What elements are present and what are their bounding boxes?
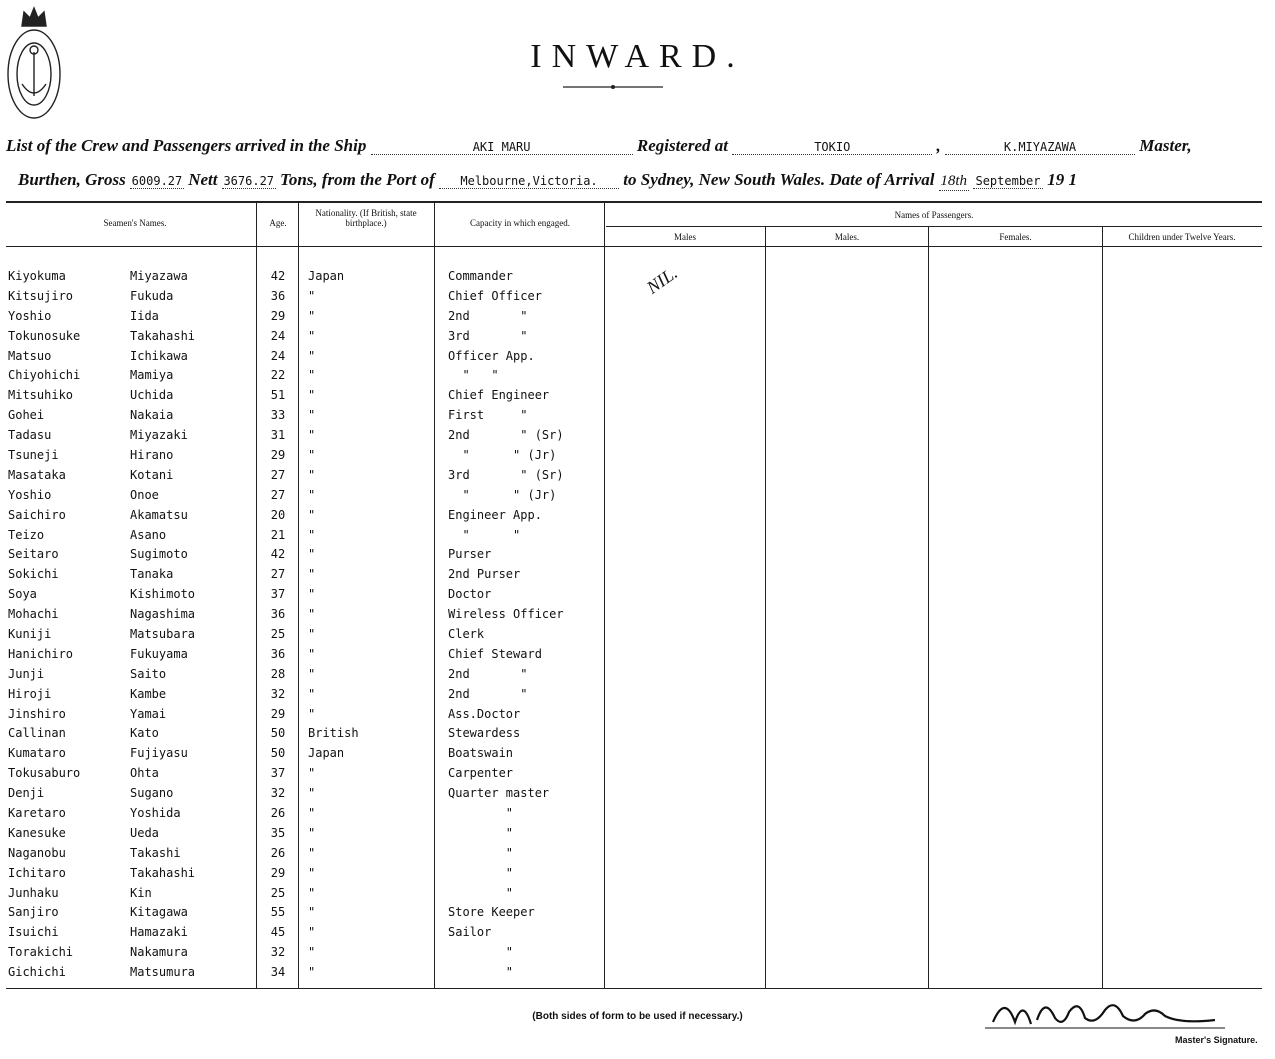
seaman-nationality: " — [308, 308, 316, 323]
crew-row — [8, 922, 618, 942]
seaman-surname: Fujiyasu — [130, 746, 188, 761]
tons-label: Tons, from the Port of — [280, 170, 435, 189]
seaman-nationality: " — [308, 825, 316, 840]
seaman-nationality: " — [308, 786, 316, 801]
seaman-surname: Ichikawa — [130, 348, 188, 363]
seaman-first-name: Naganobu — [8, 845, 66, 860]
seaman-age: 24 — [270, 328, 286, 343]
seaman-capacity: " — [448, 885, 514, 900]
seaman-surname: Ueda — [130, 825, 159, 840]
seaman-capacity: " — [448, 945, 514, 960]
crew-row — [8, 743, 618, 763]
seaman-first-name: Torakichi — [8, 945, 74, 960]
crew-row — [8, 465, 618, 485]
seaman-age: 26 — [270, 805, 286, 820]
seaman-age: 27 — [270, 567, 286, 582]
seaman-age: 34 — [270, 965, 286, 980]
seaman-nationality: " — [308, 706, 316, 721]
seaman-surname: Nakaia — [130, 408, 174, 423]
seaman-capacity: Quarter master — [448, 786, 550, 801]
seaman-age: 27 — [270, 467, 286, 482]
seaman-age: 36 — [270, 288, 286, 303]
crew-row — [8, 704, 618, 724]
col-divider-males2 — [765, 226, 766, 988]
seaman-surname: Kitagawa — [130, 905, 188, 920]
crew-row — [8, 723, 618, 743]
seaman-surname: Takashi — [130, 845, 181, 860]
seaman-nationality: Japan — [308, 746, 345, 761]
header-children: Children under Twelve Years. — [1128, 232, 1236, 242]
seaman-nationality: " — [308, 507, 316, 522]
crew-row — [8, 903, 618, 923]
seaman-first-name: Gohei — [8, 408, 45, 423]
seaman-first-name: Teizo — [8, 527, 45, 542]
col-divider-females — [928, 226, 929, 988]
seaman-nationality: Japan — [308, 268, 345, 283]
seaman-surname: Takahashi — [130, 328, 196, 343]
crew-row — [8, 783, 618, 803]
seaman-capacity: " — [448, 965, 514, 980]
seaman-age: 29 — [270, 865, 286, 880]
master-signature — [985, 992, 1235, 1032]
seaman-first-name: Tokusaburo — [8, 766, 81, 781]
crew-row — [8, 564, 618, 584]
seaman-nationality: " — [308, 766, 316, 781]
crew-row — [8, 763, 618, 783]
seaman-first-name: Kuniji — [8, 626, 52, 641]
header-seamen-names: Seamen's Names. — [103, 218, 167, 228]
date-label: Date of Arrival — [829, 170, 935, 189]
seaman-first-name: Isuichi — [8, 925, 59, 940]
seaman-nationality: " — [308, 408, 316, 423]
master-name: K.MIYAZAWA — [945, 140, 1135, 155]
seaman-nationality: " — [308, 885, 316, 900]
crew-row — [8, 505, 618, 525]
seaman-capacity: Chief Officer — [448, 288, 542, 303]
crew-row — [8, 604, 618, 624]
form-title: INWARD. — [530, 38, 745, 75]
seaman-capacity: Clerk — [448, 626, 485, 641]
seaman-surname: Fukuda — [130, 288, 174, 303]
seaman-first-name: Kanesuke — [8, 825, 66, 840]
crew-row — [8, 346, 618, 366]
crew-row — [8, 843, 618, 863]
seaman-nationality: " — [308, 447, 316, 462]
header-passengers: Names of Passengers. — [894, 210, 974, 220]
seaman-first-name: Yoshio — [8, 308, 52, 323]
seaman-age: 37 — [270, 587, 286, 602]
seaman-capacity: Sailor — [448, 925, 492, 940]
ship-name: AKI MARU — [371, 140, 633, 155]
seaman-age: 28 — [270, 666, 286, 681]
crew-row — [8, 942, 618, 962]
seaman-capacity: " " — [448, 527, 521, 542]
registered-label: Registered at — [636, 136, 728, 155]
crew-row — [8, 286, 618, 306]
seaman-age: 21 — [270, 527, 286, 542]
seaman-age: 32 — [270, 786, 286, 801]
crew-row — [8, 544, 618, 564]
seaman-capacity: 3rd " — [448, 328, 528, 343]
seaman-first-name: Ichitaro — [8, 865, 66, 880]
seaman-age: 37 — [270, 766, 286, 781]
seaman-capacity: Engineer App. — [448, 507, 542, 522]
registered-port: TOKIO — [732, 140, 932, 155]
crew-row — [8, 803, 618, 823]
seaman-capacity: " — [448, 865, 514, 880]
seaman-surname: Sugimoto — [130, 547, 188, 562]
crew-row — [8, 266, 618, 286]
seaman-surname: Saito — [130, 666, 167, 681]
seaman-capacity: Store Keeper — [448, 905, 535, 920]
crew-row — [8, 445, 618, 465]
table-top-rule — [6, 201, 1262, 203]
seaman-nationality: " — [308, 686, 316, 701]
seaman-age: 42 — [270, 547, 286, 562]
header-capacity: Capacity in which engaged. — [470, 218, 570, 228]
seaman-surname: Sugano — [130, 786, 174, 801]
seaman-surname: Miyazaki — [130, 428, 188, 443]
seaman-nationality: " — [308, 348, 316, 363]
seaman-age: 50 — [270, 726, 286, 741]
seaman-surname: Ohta — [130, 766, 159, 781]
crew-row — [8, 823, 618, 843]
seaman-capacity: 2nd " (Sr) — [448, 428, 564, 443]
seaman-capacity: Chief Steward — [448, 646, 542, 661]
seaman-first-name: Hanichiro — [8, 646, 74, 661]
seaman-first-name: Tokunosuke — [8, 328, 81, 343]
seaman-capacity: " " (Jr) — [448, 447, 557, 462]
seaman-capacity: First " — [448, 408, 528, 423]
seaman-age: 29 — [270, 447, 286, 462]
crew-row — [8, 883, 618, 903]
crew-row — [8, 485, 618, 505]
seaman-capacity: " " — [448, 368, 499, 383]
seaman-age: 35 — [270, 825, 286, 840]
seaman-nationality: " — [308, 388, 316, 403]
crew-row — [8, 962, 618, 982]
seaman-nationality: " — [308, 925, 316, 940]
seaman-capacity: " — [448, 825, 514, 840]
header-females: Females. — [999, 232, 1032, 242]
crew-row — [8, 525, 618, 545]
crew-row — [8, 664, 618, 684]
seaman-age: 51 — [270, 388, 286, 403]
seaman-age: 25 — [270, 626, 286, 641]
seaman-first-name: Junji — [8, 666, 45, 681]
seaman-first-name: Junhaku — [8, 885, 59, 900]
crew-row — [8, 405, 618, 425]
ship-label: List of the Crew and Passengers arrived in the Ship — [6, 136, 367, 155]
header-nationality: Nationality. (If British, state birthplace.) — [315, 208, 417, 228]
seaman-capacity: Purser — [448, 547, 492, 562]
crew-row — [8, 624, 618, 644]
crew-row — [8, 684, 618, 704]
seaman-capacity: " — [448, 845, 514, 860]
seaman-surname: Mamiya — [130, 368, 174, 383]
seaman-age: 29 — [270, 706, 286, 721]
seaman-first-name: Sanjiro — [8, 905, 59, 920]
from-port: Melbourne,Victoria. — [439, 174, 619, 189]
seaman-first-name: Mohachi — [8, 607, 59, 622]
seaman-age: 31 — [270, 428, 286, 443]
seaman-capacity: 2nd " — [448, 686, 528, 701]
seaman-capacity: " " (Jr) — [448, 487, 557, 502]
arrival-year: 19 1 — [1047, 170, 1077, 189]
seaman-age: 42 — [270, 268, 286, 283]
seaman-age: 27 — [270, 487, 286, 502]
seaman-nationality: " — [308, 587, 316, 602]
arrival-day: 18th — [940, 173, 968, 189]
seaman-surname: Onoe — [130, 487, 159, 502]
seaman-first-name: Saichiro — [8, 507, 66, 522]
seaman-surname: Hirano — [130, 447, 174, 462]
seaman-first-name: Tadasu — [8, 428, 52, 443]
seaman-age: 55 — [270, 905, 286, 920]
table-bottom-rule — [6, 988, 1262, 989]
seaman-capacity: Doctor — [448, 587, 492, 602]
seaman-first-name: Chiyohichi — [8, 368, 81, 383]
seaman-age: 29 — [270, 308, 286, 323]
seaman-age: 36 — [270, 646, 286, 661]
crew-row — [8, 306, 618, 326]
seaman-first-name: Hiroji — [8, 686, 52, 701]
seaman-first-name: Tsuneji — [8, 447, 59, 462]
seaman-capacity: Wireless Officer — [448, 607, 564, 622]
seaman-nationality: " — [308, 905, 316, 920]
seaman-nationality: " — [308, 288, 316, 303]
seaman-age: 20 — [270, 507, 286, 522]
crew-row — [8, 326, 618, 346]
seaman-first-name: Kiyokuma — [8, 268, 66, 283]
nil-passengers-mark: NIL. — [642, 262, 682, 298]
seaman-first-name: Masataka — [8, 467, 66, 482]
seaman-age: 24 — [270, 348, 286, 363]
seaman-age: 36 — [270, 607, 286, 622]
seaman-capacity: Commander — [448, 268, 514, 283]
seaman-first-name: Karetaro — [8, 805, 66, 820]
seaman-surname: Kishimoto — [130, 587, 196, 602]
header-males-1: Males — [674, 232, 696, 242]
seaman-nationality: " — [308, 845, 316, 860]
footer-note: (Both sides of form to be used if necessary.) — [532, 1011, 743, 1022]
seaman-capacity: 2nd " — [448, 308, 528, 323]
seaman-nationality: British — [308, 726, 359, 741]
crew-row — [8, 584, 618, 604]
seaman-first-name: Soya — [8, 587, 37, 602]
seaman-capacity: Chief Engineer — [448, 388, 550, 403]
seaman-capacity: 2nd Purser — [448, 567, 521, 582]
seaman-nationality: " — [308, 945, 316, 960]
seaman-nationality: " — [308, 666, 316, 681]
title-ornament-rule — [563, 84, 663, 90]
seaman-nationality: " — [308, 368, 316, 383]
seaman-age: 33 — [270, 408, 286, 423]
seaman-age: 32 — [270, 686, 286, 701]
seaman-age: 26 — [270, 845, 286, 860]
seaman-surname: Fukuyama — [130, 646, 188, 661]
seaman-surname: Nakamura — [130, 945, 188, 960]
seaman-nationality: " — [308, 567, 316, 582]
seaman-age: 45 — [270, 925, 286, 940]
to-label: to Sydney, New South Wales. — [623, 170, 826, 189]
crew-table — [8, 266, 618, 982]
passenger-subheader-rule — [606, 226, 1262, 227]
header-males-2: Males. — [834, 232, 860, 242]
seaman-nationality: " — [308, 467, 316, 482]
seaman-nationality: " — [308, 328, 316, 343]
crew-row — [8, 385, 618, 405]
seaman-capacity: 2nd " — [448, 666, 528, 681]
seaman-first-name: Seitaro — [8, 547, 59, 562]
seaman-capacity: Ass.Doctor — [448, 706, 521, 721]
seaman-first-name: Sokichi — [8, 567, 59, 582]
seaman-capacity: Officer App. — [448, 348, 535, 363]
seaman-surname: Kotani — [130, 467, 174, 482]
col-divider-children — [1102, 226, 1103, 988]
seaman-first-name: Kitsujiro — [8, 288, 74, 303]
seaman-first-name: Kumataro — [8, 746, 66, 761]
seaman-nationality: " — [308, 547, 316, 562]
seaman-age: 32 — [270, 945, 286, 960]
seaman-surname: Matsubara — [130, 626, 196, 641]
seaman-first-name: Yoshio — [8, 487, 52, 502]
seaman-surname: Akamatsu — [130, 507, 188, 522]
master-label: Master, — [1139, 136, 1192, 155]
seaman-surname: Uchida — [130, 388, 174, 403]
seaman-surname: Iida — [130, 308, 159, 323]
seaman-nationality: " — [308, 487, 316, 502]
seaman-capacity: Stewardess — [448, 726, 521, 741]
seaman-nationality: " — [308, 646, 316, 661]
crew-row — [8, 644, 618, 664]
header-age: Age. — [269, 218, 287, 228]
arrival-month: September — [973, 174, 1043, 189]
nett-label: Nett — [188, 170, 218, 189]
form-line-ship — [6, 136, 1192, 156]
seaman-surname: Matsumura — [130, 965, 196, 980]
seaman-nationality: " — [308, 607, 316, 622]
seaman-nationality: " — [308, 865, 316, 880]
seaman-age: 50 — [270, 746, 286, 761]
seaman-capacity: Boatswain — [448, 746, 514, 761]
seaman-first-name: Gichichi — [8, 965, 66, 980]
seaman-age: 25 — [270, 885, 286, 900]
seaman-first-name: Callinan — [8, 726, 66, 741]
seaman-nationality: " — [308, 428, 316, 443]
seaman-nationality: " — [308, 805, 316, 820]
header-bottom-rule — [6, 246, 1262, 247]
seaman-capacity: " — [448, 805, 514, 820]
seaman-age: 22 — [270, 368, 286, 383]
seaman-capacity: Carpenter — [448, 766, 514, 781]
seaman-first-name: Jinshiro — [8, 706, 66, 721]
seaman-surname: Hamazaki — [130, 925, 188, 940]
nett-tons: 3676.27 — [223, 174, 275, 188]
crew-row — [8, 425, 618, 445]
seaman-surname: Yoshida — [130, 805, 181, 820]
seaman-surname: Kato — [130, 726, 159, 741]
seaman-surname: Kin — [130, 885, 152, 900]
seaman-first-name: Denji — [8, 786, 45, 801]
gross-tons: 6009.27 — [131, 174, 183, 188]
seaman-surname: Miyazawa — [130, 268, 188, 283]
seaman-surname: Nagashima — [130, 607, 196, 622]
signature-label: Master's Signature. — [1175, 1035, 1258, 1045]
seaman-first-name: Mitsuhiko — [8, 388, 74, 403]
seaman-surname: Yamai — [130, 706, 167, 721]
crew-row — [8, 863, 618, 883]
seaman-surname: Tanaka — [130, 567, 174, 582]
seaman-surname: Takahashi — [130, 865, 196, 880]
seaman-nationality: " — [308, 527, 316, 542]
burthen-label: Burthen, Gross — [18, 170, 126, 189]
form-line-burthen — [18, 170, 1077, 191]
seaman-surname: Kambe — [130, 686, 167, 701]
seaman-capacity: 3rd " (Sr) — [448, 467, 564, 482]
comma: , — [936, 136, 941, 155]
seaman-nationality: " — [308, 965, 316, 980]
seaman-first-name: Matsuo — [8, 348, 52, 363]
seaman-nationality: " — [308, 626, 316, 641]
seaman-surname: Asano — [130, 527, 167, 542]
crew-row — [8, 365, 618, 385]
